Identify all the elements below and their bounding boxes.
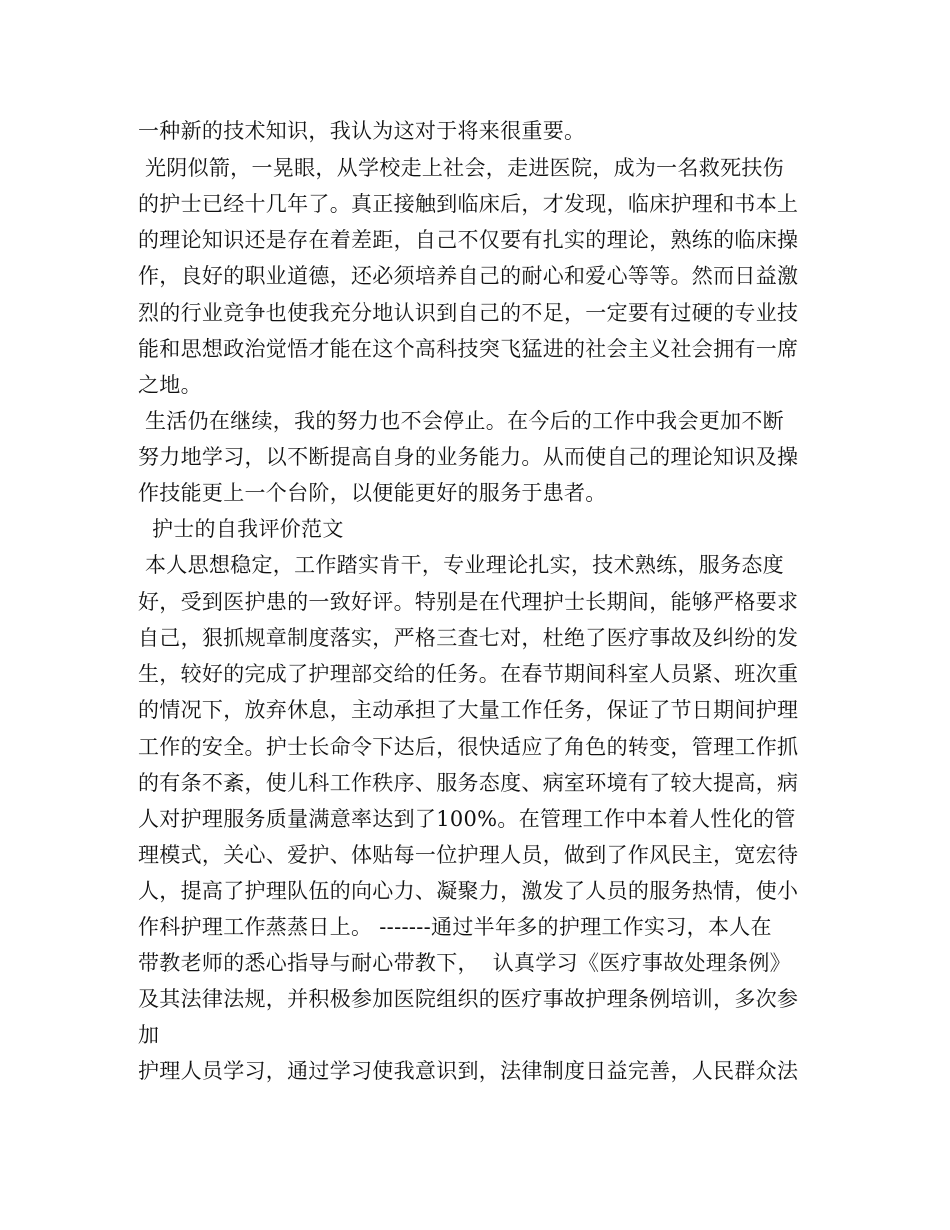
text-line: 人对护理服务质量满意率达到了100%。在管理工作中本着人性化的管 — [138, 807, 796, 831]
text-line: 本人思想稳定，工作踏实肯干，专业理论扎实，技术熟练，服务态度 — [138, 553, 784, 577]
text-line: 护理人员学习，通过学习使我意识到，法律制度日益完善，人民群众法 — [138, 1059, 799, 1083]
text-line: 能和思想政治觉悟才能在这个高科技突飞猛进的社会主义社会拥有一席 — [138, 337, 799, 361]
text-line: 一种新的技术知识，我认为这对于将来很重要。 — [138, 119, 586, 143]
text-line: 加 — [138, 1023, 160, 1047]
text-line: 的情况下，放弃休息，主动承担了大量工作任务，保证了节日期间护理 — [138, 698, 799, 722]
text-line: 生活仍在继续，我的努力也不会停止。在今后的工作中我会更加不断 — [138, 409, 784, 433]
text-line: 的护士已经十几年了。真正接触到临床后，才发现，临床护理和书本上 — [138, 192, 799, 216]
text-line: 带教老师的悉心指导与耐心带教下， 认真学习《医疗事故处理条例》 — [138, 951, 791, 975]
text-line: 生，较好的完成了护理部交给的任务。在春节期间科室人员紧、班次重 — [138, 662, 799, 686]
text-line: 好，受到医护患的一致好评。特别是在代理护士长期间，能够严格要求 — [138, 590, 799, 614]
text-line: 之地。 — [138, 373, 202, 397]
text-line: 人，提高了护理队伍的向心力、凝聚力，激发了人员的服务热情，使小 — [138, 879, 799, 903]
text-line: 作技能更上一个台阶，以便能更好的服务于患者。 — [138, 481, 607, 505]
text-line: 自己，狠抓规章制度落实，严格三查七对，杜绝了医疗事故及纠纷的发 — [138, 626, 799, 650]
text-line: 作科护理工作蒸蒸日上。 -------通过半年多的护理工作实习，本人在 — [138, 915, 772, 939]
text-line: 及其法律法规，并积极参加医院组织的医疗事故护理条例培训，多次参 — [138, 987, 799, 1011]
text-line: 烈的行业竞争也使我充分地认识到自己的不足，一定要有过硬的专业技 — [138, 301, 799, 325]
text-line: 努力地学习，以不断提高自身的业务能力。从而使自己的理论知识及操 — [138, 445, 799, 469]
text-line: 工作的安全。护士长命令下达后，很快适应了角色的转变，管理工作抓 — [138, 735, 799, 759]
text-line: 理模式，关心、爱护、体贴每一位护理人员，做到了作风民主，宽宏待 — [138, 843, 799, 867]
text-line: 作，良好的职业道德，还必须培养自己的耐心和爱心等等。然而日益激 — [138, 264, 799, 288]
text-line: 的有条不紊，使儿科工作秩序、服务态度、病室环境有了较大提高，病 — [138, 771, 799, 795]
text-line: 的理论知识还是存在着差距，自己不仅要有扎实的理论，熟练的临床操 — [138, 228, 799, 252]
text-line: 光阴似箭，一晃眼，从学校走上社会，走进医院，成为一名救死扶伤 — [138, 156, 784, 180]
section-heading: 护士的自我评价范文 — [138, 517, 344, 541]
